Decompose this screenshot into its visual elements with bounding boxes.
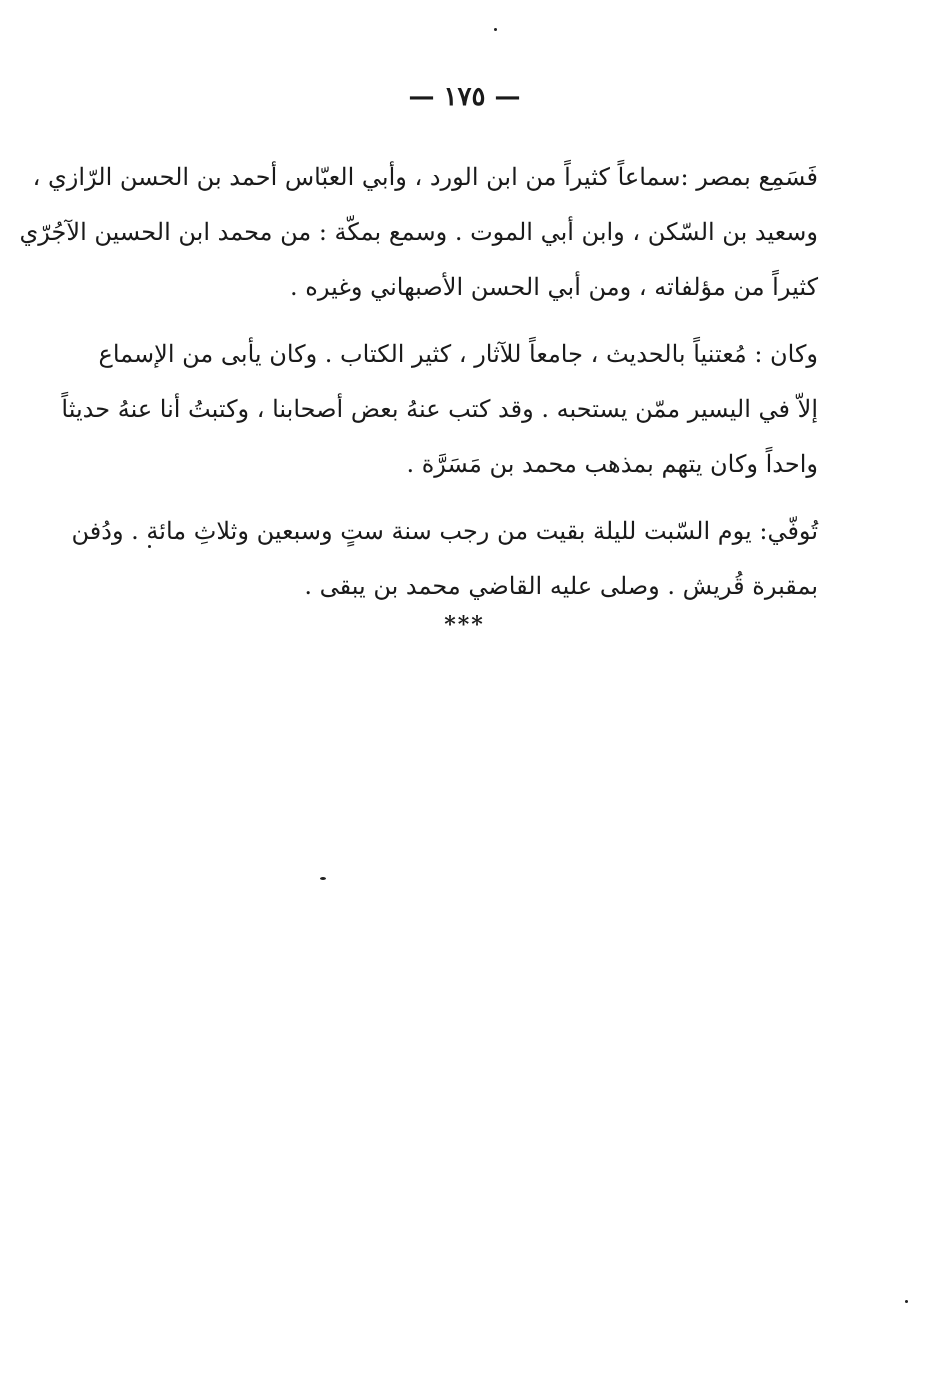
- paragraph-1: [19, 150, 818, 315]
- text-line: إلاّ في اليسير ممّن يستحبه . وقد كتب عنهُ بعض أصحابنا ، وكتبتُ أنا عنهُ حديثاً: [61, 395, 818, 423]
- text-line: تُوفّي: يوم السّبت لليلة بقيت من رجب سنة ستٍ وسبعين وثلاثِ مائة . ودُفن: [71, 517, 818, 545]
- text-line: بمقبرة قُريش . وصلى عليه القاضي محمد بن يبقى .: [304, 572, 818, 600]
- scan-speck: [494, 28, 497, 31]
- page-number: — ١٧٥ —: [408, 82, 521, 112]
- body-text: [19, 150, 818, 626]
- scan-speck: [905, 1300, 908, 1303]
- text-line: واحداً وكان يتهم بمذهب محمد بن مَسَرَّة .: [406, 450, 818, 478]
- text-line: كثيراً من مؤلفاته ، ومن أبي الحسن الأصبهاني وغيره .: [290, 273, 818, 301]
- text-line: وكان : مُعتنياً بالحديث ، جامعاً للآثار ، كثير الكتاب . وكان يأبى من الإسماع: [98, 340, 818, 368]
- paragraph-3: [71, 504, 818, 614]
- text-line: وسعيد بن السّكن ، وابن أبي الموت . وسمع بمكّة : من محمد ابن الحسين الآجُرّي: [19, 218, 818, 246]
- scan-speck: [148, 545, 151, 548]
- scan-speck: [320, 877, 326, 880]
- text-line: فَسَمِع بمصر :سماعاً كثيراً من ابن الورد ، وأبي العبّاس أحمد بن الحسن الرّازي ،: [32, 163, 818, 191]
- paragraph-2: [61, 327, 818, 492]
- section-separator: ***: [444, 612, 485, 638]
